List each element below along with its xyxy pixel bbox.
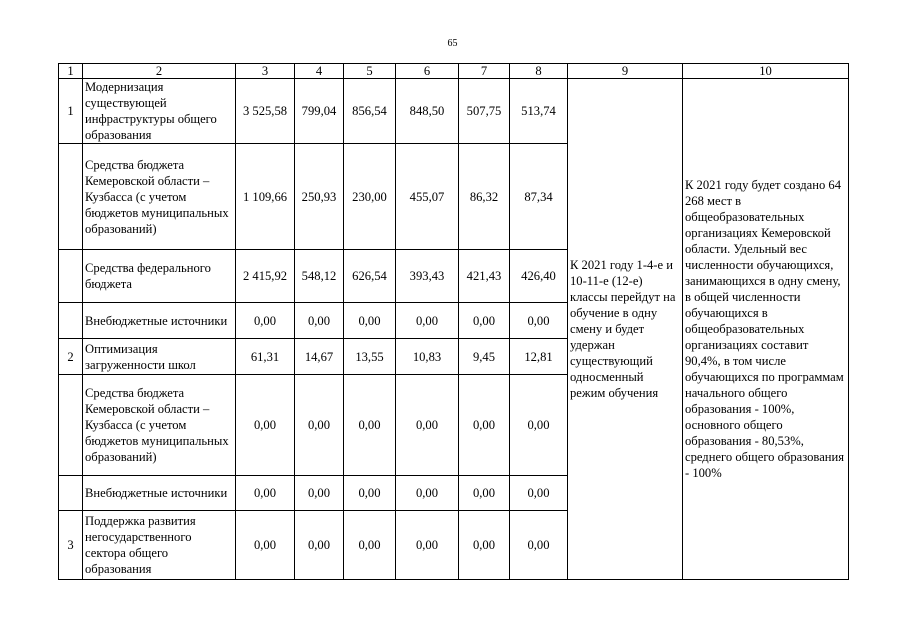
value-cell: 250,93: [295, 144, 344, 250]
header-row: [59, 64, 849, 79]
value-cell: 0,00: [236, 511, 295, 580]
funding-table: [58, 63, 849, 580]
value-cell: 0,00: [295, 375, 344, 476]
value-cell: 12,81: [510, 339, 568, 375]
value-cell: 0,00: [510, 511, 568, 580]
value-cell: 507,75: [459, 79, 510, 144]
value-cell: 230,00: [344, 144, 396, 250]
row-number: [59, 250, 83, 303]
row-name: Средства бюджета Кемеровской области –Кузбасса (с учетом бюджетов муниципальных образований): [83, 375, 236, 476]
value-cell: 86,32: [459, 144, 510, 250]
value-cell: 2 415,92: [236, 250, 295, 303]
row-name: Внебюджетные источники: [83, 476, 236, 511]
value-cell: 0,00: [459, 303, 510, 339]
value-cell: 393,43: [396, 250, 459, 303]
value-cell: 626,54: [344, 250, 396, 303]
column-header: 8: [510, 64, 568, 79]
value-cell: 0,00: [396, 511, 459, 580]
row-number: 1: [59, 79, 83, 144]
value-cell: 799,04: [295, 79, 344, 144]
column-header: 9: [568, 64, 683, 79]
value-cell: 0,00: [459, 476, 510, 511]
row-name: Внебюджетные источники: [83, 303, 236, 339]
value-cell: 0,00: [396, 476, 459, 511]
value-cell: 0,00: [510, 476, 568, 511]
value-cell: 848,50: [396, 79, 459, 144]
value-cell: 14,67: [295, 339, 344, 375]
value-cell: 87,34: [510, 144, 568, 250]
value-cell: 10,83: [396, 339, 459, 375]
value-cell: 455,07: [396, 144, 459, 250]
value-cell: 0,00: [396, 375, 459, 476]
value-cell: 0,00: [344, 511, 396, 580]
note-column-9: К 2021 году 1-4-е и 10-11-е (12-е) классы перейдут на обучение в одну смену и будет удержан существующий односменный режим обучения: [568, 79, 683, 580]
value-cell: 9,45: [459, 339, 510, 375]
row-number: [59, 476, 83, 511]
column-header: 7: [459, 64, 510, 79]
value-cell: 0,00: [510, 303, 568, 339]
value-cell: 0,00: [344, 476, 396, 511]
row-name: Оптимизация загруженности школ: [83, 339, 236, 375]
value-cell: 0,00: [344, 303, 396, 339]
value-cell: 0,00: [295, 476, 344, 511]
value-cell: 0,00: [236, 303, 295, 339]
value-cell: 421,43: [459, 250, 510, 303]
column-header: 2: [83, 64, 236, 79]
column-header: 5: [344, 64, 396, 79]
value-cell: 0,00: [396, 303, 459, 339]
value-cell: 61,31: [236, 339, 295, 375]
row-name: Средства бюджета Кемеровской области – Кузбасса (с учетом бюджетов муниципальных образований): [83, 144, 236, 250]
value-cell: 0,00: [295, 511, 344, 580]
value-cell: 0,00: [459, 375, 510, 476]
value-cell: 0,00: [236, 375, 295, 476]
column-header: 6: [396, 64, 459, 79]
row-number: [59, 375, 83, 476]
row-number: 2: [59, 339, 83, 375]
row-name: Модернизация существующей инфраструктуры общего образования: [83, 79, 236, 144]
row-name: Средства федерального бюджета: [83, 250, 236, 303]
row-name: Поддержка развития негосударственного сектора общего образования: [83, 511, 236, 580]
column-header: 10: [683, 64, 849, 79]
row-number: [59, 144, 83, 250]
value-cell: 856,54: [344, 79, 396, 144]
value-cell: 1 109,66: [236, 144, 295, 250]
value-cell: 513,74: [510, 79, 568, 144]
value-cell: 0,00: [510, 375, 568, 476]
value-cell: 0,00: [236, 476, 295, 511]
page-number: 65: [447, 38, 458, 49]
value-cell: 0,00: [344, 375, 396, 476]
value-cell: 548,12: [295, 250, 344, 303]
row-number: 3: [59, 511, 83, 580]
value-cell: 0,00: [295, 303, 344, 339]
row-number: [59, 303, 83, 339]
column-header: 3: [236, 64, 295, 79]
note-column-10: К 2021 году будет создано 64 268 мест в общеобразовательных организациях Кемеровской области. Удельный вес численности обучающихся, занимающихся в одну смену, в общей численности обучающихся в общеобразовательных организациях составит 90,4%, в том числе обучающихся по программам начального общего образования - 100%, основного общего образования - 80,53%, среднего общего образования - 100%: [683, 79, 849, 580]
value-cell: 13,55: [344, 339, 396, 375]
column-header: 4: [295, 64, 344, 79]
value-cell: 0,00: [459, 511, 510, 580]
value-cell: 3 525,58: [236, 79, 295, 144]
value-cell: 426,40: [510, 250, 568, 303]
table-row: [59, 79, 849, 144]
column-header: 1: [59, 64, 83, 79]
